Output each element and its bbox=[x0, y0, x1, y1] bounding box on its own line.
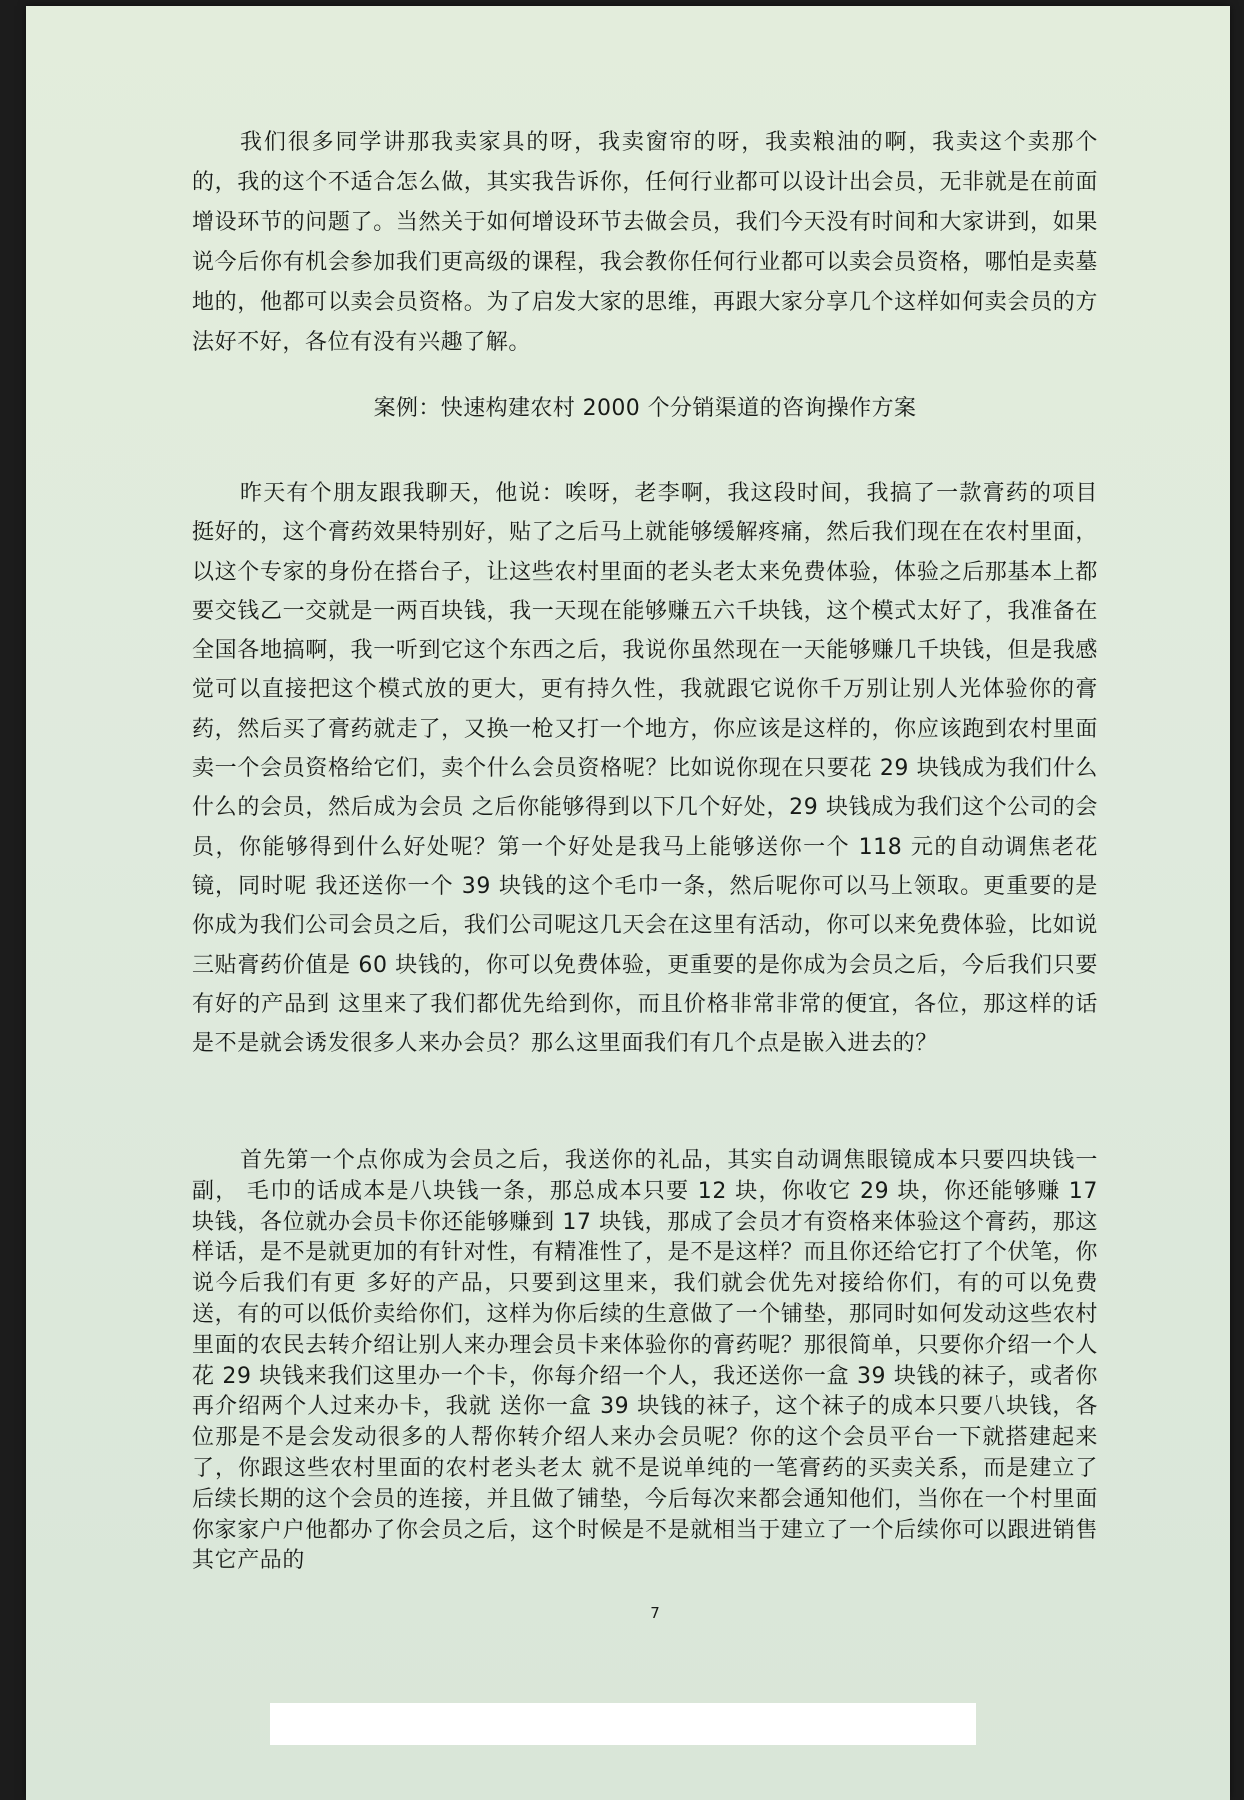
paragraph-2: 昨天有个朋友跟我聊天，他说：唉呀，老李啊，我这段时间，我搞了一款膏药的项目挺好的，这个膏药效果特别好，贴了之后马上就能够缓解疼痛，然后我们现在在农村里面，以这个专家的身份在搭台子，让这些农村里面的老头老太来免费体验，体验之后那基本上都要交钱乙一交就是一两百块钱，我一天现在能够赚五六千块钱，这个模式太好了，我准备在全国各地搞啊，我一听到它这个东西之后，我说你虽然现在一天能够赚几千块钱，但是我感觉可以直接把这个模式放的更大，更有持久性，我就跟它说你千万别让别人光体验你的膏药，然后买了膏药就走了，又换一枪又打一个地方，你应该是这样的，你应该跑到农村里面卖一个会员资格给它们，卖个什么会员资格呢？比如说你现在只要花 29 块钱成为我们什么什么的会员，然后成为会员 之后你能够得到以下几个好处，29 块钱成为我们这个公司的会员，你能够得到什么好处呢？第一个好处是我马上能够送你一个 118 元的自动调焦老花镜，同时呢 我还送你一个 39 块钱的这个毛巾一条，然后呢你可以马上领取。更重要的是你成为我们公司会员之后，我们公司呢这几天会在这里有活动，你可以来免费体验，比如说三贴膏药价值是 60 块钱的，你可以免费体验，更重要的是你成为会员之后，今后我们只要有好的产品到 这里来了我们都优先给到你，而且价格非常非常的便宜，各位，那这样的话是不是就会诱发很多人来办会员？那么这里面我们有几个点是嵌入进去的？ bbox=[192, 481, 1098, 1057]
redaction-box bbox=[270, 1703, 976, 1745]
case-title: 案例：快速构建农村 2000 个分销渠道的咨询操作方案 bbox=[373, 396, 917, 421]
paragraph-1: 我们很多同学讲那我卖家具的呀，我卖窗帘的呀，我卖粮油的啊，我卖这个卖那个的，我的这个不适合怎么做，其实我告诉你，任何行业都可以设计出会员，无非就是在前面增设环节的问题了。当然关于如何增设环节去做会员，我们今天没有时间和大家讲到，如果说今后你有机会参加我们更高级的课程，我会教你任何行业都可以卖会员资格，哪怕是卖墓地的，他都可以卖会员资格。为了启发大家的思维，再跟大家分享几个这样如何卖会员的方法好不好，各位有没有兴趣了解。 bbox=[192, 130, 1098, 355]
page-number: 7 bbox=[650, 1604, 660, 1622]
paragraph-3: 首先第一个点你成为会员之后，我送你的礼品，其实自动调焦眼镜成本只要四块钱一副， 毛巾的话成本是八块钱一条，那总成本只要 12 块，你收它 29 块，你还能够赚 17 块钱，各位就办会员卡你还能够赚到 17 块钱，那成了会员才有资格来体验这个膏药，那这样话，是不是就更加的有针对性，有精准性了，是不是这样？而且你还给它打了个伏笔，你说今后我们有更 多好的产品，只要到这里来，我们就会优先对接给你们，有的可以免费送，有的可以低价卖给你们，这样为你后续的生意做了一个铺垫，那同时如何发动这些农村里面的农民去转介绍让别人来办理会员卡来体验你的膏药呢？那很简单，只要你介绍一个人花 29 块钱来我们这里办一个卡，你每介绍一个人，我还送你一盒 39 块钱的袜子，或者你再介绍两个人过来办卡，我就 送你一盒 39 块钱的袜子，这个袜子的成本只要八块钱，各位那是不是会发动很多的人帮你转介绍人来办会员呢？你的这个会员平台一下就搭建起来了，你跟这些农村里面的农村老头老太 就不是说单纯的一笔膏药的买卖关系，而是建立了后续长期的这个会员的连接，并且做了铺垫，今后每次来都会通知他们，当你在一个村里面你家家户户他都办了你会员之后，这个时候是不是就相当于建立了一个后续你可以跟进销售其它产品的 bbox=[192, 1148, 1098, 1574]
